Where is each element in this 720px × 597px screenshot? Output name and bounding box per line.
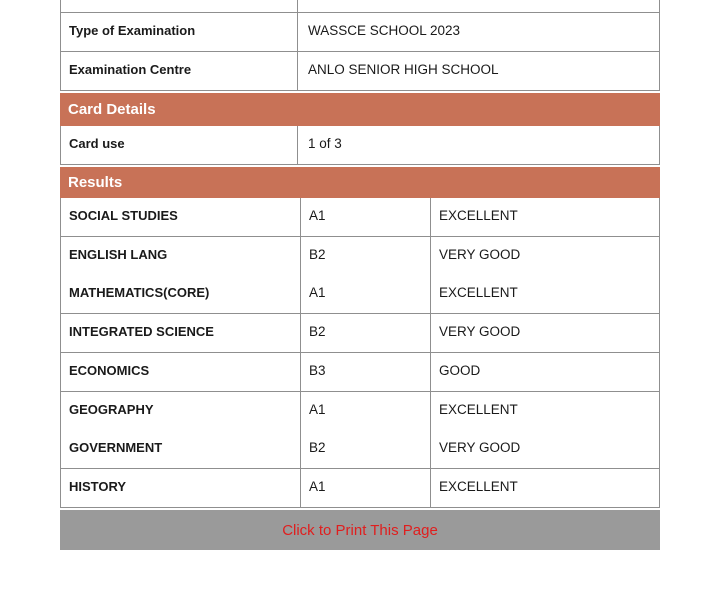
subject-text: ECONOMICS (69, 363, 150, 378)
results-group-row (60, 353, 660, 392)
grade-cell (301, 469, 431, 507)
results-document (60, 0, 660, 550)
info-row (60, 126, 660, 165)
subject-text: GEOGRAPHY (69, 402, 154, 417)
remark-text: EXCELLENT (439, 285, 518, 300)
results-group-row (60, 469, 660, 508)
remark-text: EXCELLENT (439, 208, 518, 223)
info-table (60, 13, 660, 91)
print-bar (60, 510, 660, 550)
remark-cell (431, 198, 659, 236)
grade-cell (301, 198, 431, 236)
grade-text: B2 (309, 440, 326, 455)
remark-cell (431, 469, 659, 507)
remark-cell (431, 314, 659, 352)
remark-cell (431, 237, 659, 313)
remark-text: VERY GOOD (439, 324, 521, 339)
grade-text: B3 (309, 363, 326, 378)
subject-text: HISTORY (69, 479, 127, 494)
truncated-top-row (60, 0, 660, 13)
remark-cell (431, 353, 659, 391)
remark-text: VERY GOOD (439, 247, 521, 262)
subject-text: SOCIAL STUDIES (69, 208, 178, 223)
print-page-link[interactable]: Click to Print This Page (282, 521, 438, 539)
remark-text: EXCELLENT (439, 402, 518, 417)
card-details-table (60, 126, 660, 165)
section-header-card-details: Card Details (60, 93, 660, 126)
results-group-row (60, 198, 660, 237)
grade-text: A1 (309, 285, 326, 300)
subject-text: ENGLISH LANG (69, 247, 168, 262)
info-label: Card use (61, 126, 298, 164)
section-header-results: Results (60, 167, 660, 198)
grade-cell (301, 392, 431, 468)
info-value: WASSCE SCHOOL 2023 (308, 23, 461, 38)
grade-cell (301, 314, 431, 352)
subject-cell (61, 392, 301, 468)
info-value: 1 of 3 (308, 136, 342, 151)
truncated-top-row-left-cell (61, 0, 298, 12)
remark-cell (431, 392, 659, 468)
subject-text: MATHEMATICS(CORE) (69, 285, 210, 300)
remark-text: EXCELLENT (439, 479, 518, 494)
subject-text: INTEGRATED SCIENCE (69, 324, 214, 339)
results-group-row (60, 392, 660, 469)
info-row (60, 52, 660, 91)
info-value: ANLO SENIOR HIGH SCHOOL (308, 62, 499, 77)
grade-text: A1 (309, 208, 326, 223)
remark-text: VERY GOOD (439, 440, 521, 455)
grade-cell (301, 237, 431, 313)
info-label: Type of Examination (61, 13, 298, 51)
subject-text: GOVERNMENT (69, 440, 163, 455)
subject-cell (61, 469, 301, 507)
grade-text: B2 (309, 247, 326, 262)
results-table (60, 198, 660, 508)
results-group-row (60, 237, 660, 314)
grade-text: A1 (309, 402, 326, 417)
remark-text: GOOD (439, 363, 481, 378)
subject-cell (61, 353, 301, 391)
results-group-row (60, 314, 660, 353)
grade-cell (301, 353, 431, 391)
subject-cell (61, 237, 301, 313)
grade-text: B2 (309, 324, 326, 339)
subject-cell (61, 198, 301, 236)
info-label: Examination Centre (61, 52, 298, 90)
info-row (60, 13, 660, 52)
grade-text: A1 (309, 479, 326, 494)
subject-cell (61, 314, 301, 352)
